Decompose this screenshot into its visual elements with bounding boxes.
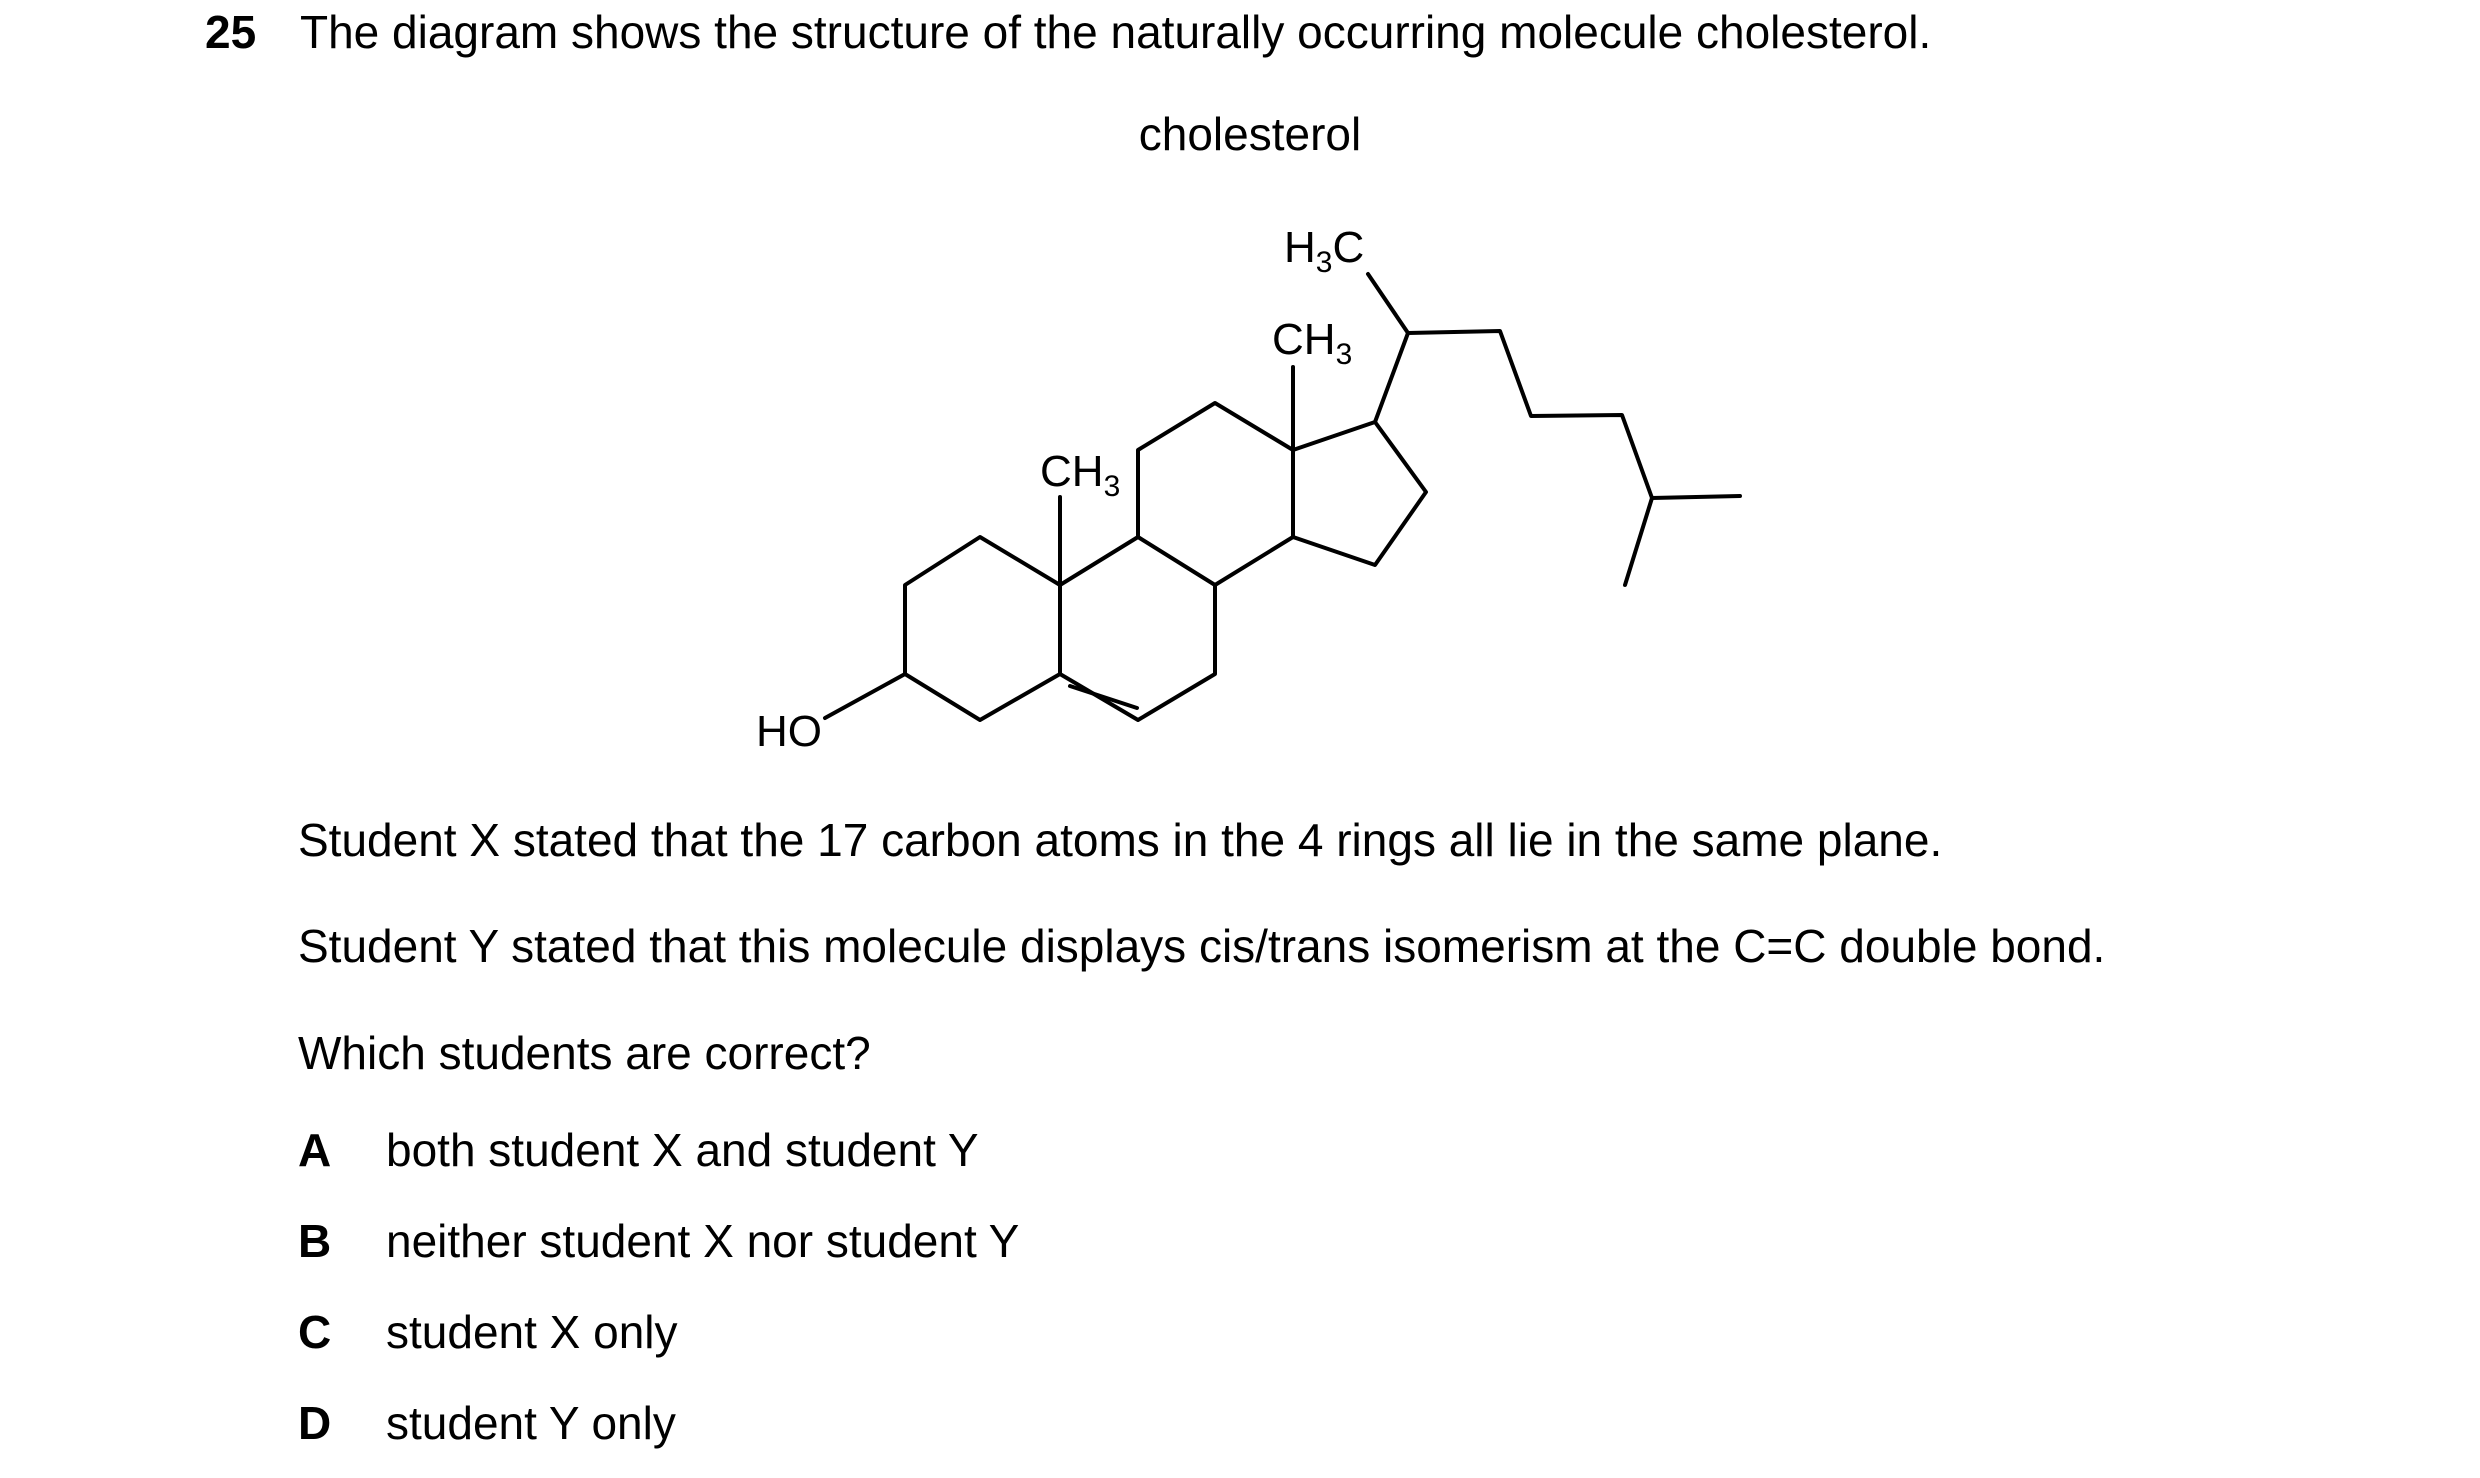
h3c-label: $H_3C$ xyxy=(1284,223,1365,279)
diagram-caption: cholesterol xyxy=(1138,108,1362,160)
ch3-ring-label: $CH_3$ xyxy=(1040,447,1121,503)
question-stem: The diagram shows the structure of the naturally occurring molecule cholesterol. xyxy=(300,6,1932,58)
statement-student-x: Student X stated that the 17 carbon atoms in the 4 rings all lie in the same plane. xyxy=(298,814,1943,866)
option-c[interactable] xyxy=(298,1304,678,1360)
side-chain-branch xyxy=(1625,498,1652,585)
ring-b xyxy=(1060,537,1215,720)
option-text: student X only xyxy=(386,1306,678,1358)
ring-d xyxy=(1293,422,1426,565)
option-letter: C xyxy=(298,1306,332,1358)
option-letter: B xyxy=(298,1215,332,1267)
option-a[interactable] xyxy=(298,1122,979,1178)
question-prompt: Which students are correct? xyxy=(298,1027,871,1079)
statement-student-y: Student Y stated that this molecule displays cis/trans isomerism at the C=C double bond. xyxy=(298,920,2106,972)
option-letter: A xyxy=(298,1124,332,1176)
option-letter: D xyxy=(298,1397,332,1449)
option-text: neither student X nor student Y xyxy=(386,1215,1020,1267)
option-text: student Y only xyxy=(386,1397,676,1449)
question-number: 25 xyxy=(205,6,257,58)
double-bond-inner xyxy=(1070,686,1137,708)
option-b[interactable] xyxy=(298,1213,1019,1269)
ring-a xyxy=(905,537,1060,720)
option-text: both student X and student Y xyxy=(386,1124,979,1176)
bond-h3c xyxy=(1368,274,1408,333)
option-d[interactable] xyxy=(298,1395,676,1451)
ho-label: HO xyxy=(756,707,822,756)
bond-ho xyxy=(825,674,905,718)
ring-c xyxy=(1138,403,1293,585)
ch3-top-label: $CH_3$ xyxy=(1272,315,1353,371)
side-chain xyxy=(1375,331,1740,498)
